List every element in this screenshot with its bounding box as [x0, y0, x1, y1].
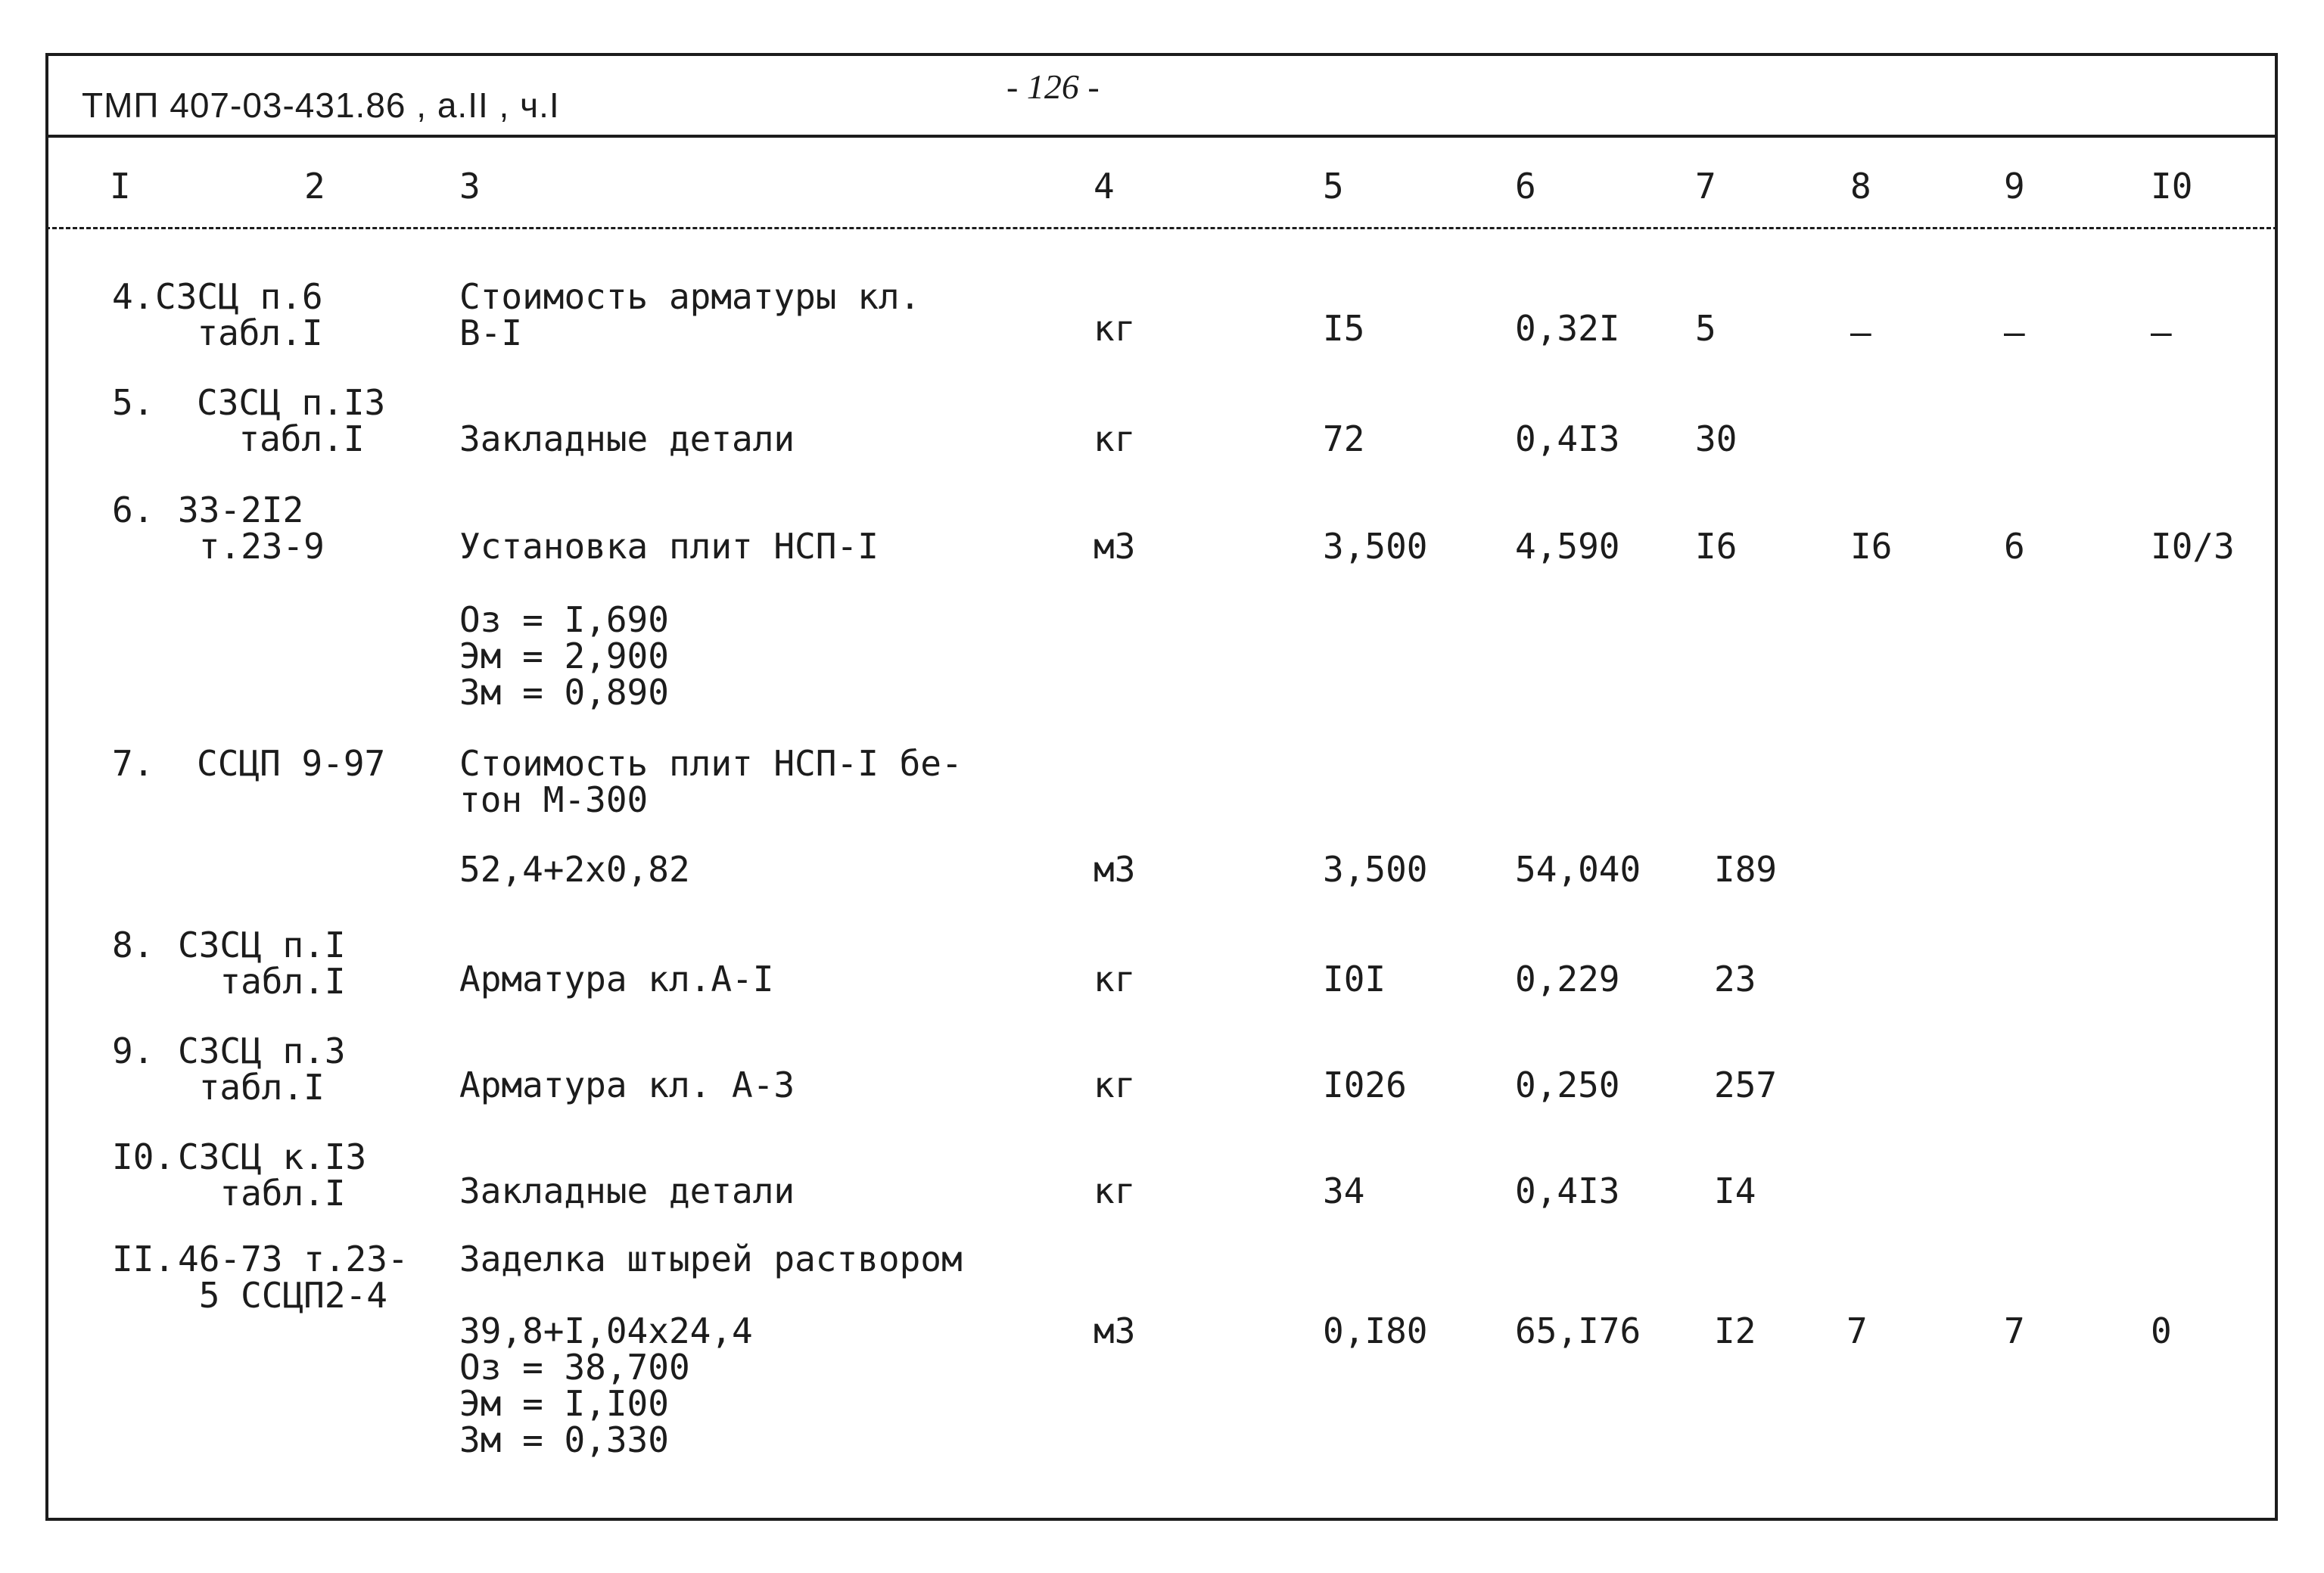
header-divider	[45, 135, 2278, 138]
row-reference: 33-2I2 т.23-9	[178, 490, 325, 567]
row-quantity: I5	[1323, 308, 1365, 349]
column-header: 6	[1515, 166, 1536, 207]
row-formula: Оз = I,690 Эм = 2,900 Зм = 0,890	[459, 599, 669, 713]
row-reference: СЗСЦ п.I3 табл.I	[197, 382, 386, 459]
row-total: 5	[1695, 308, 1716, 349]
row-unit: кг	[1094, 308, 1136, 349]
column-header: 5	[1323, 166, 1344, 207]
row-formula: 39,8+I,04х24,4 Оз = 38,700 Эм = I,I00 Зм = 0,330	[459, 1310, 753, 1460]
row-description: Заделка штырей раствором	[459, 1239, 963, 1279]
row-unit-price: 54,040	[1515, 849, 1641, 890]
row-col10: I0/3	[2151, 526, 2235, 567]
page-number: - 126 -	[1006, 67, 1100, 106]
row-total: I4	[1714, 1170, 1756, 1211]
row-description: Закладные детали	[459, 418, 795, 459]
row-reference: 46-73 т.23- 5 ССЦП2-4	[178, 1239, 409, 1316]
row-quantity: 3,500	[1323, 526, 1428, 567]
row-unit: м3	[1094, 526, 1136, 567]
row-number: I0.	[112, 1136, 176, 1177]
row-unit-price: 0,229	[1515, 959, 1620, 999]
row-unit-price: 65,I76	[1515, 1310, 1641, 1351]
row-number: 8.	[112, 925, 154, 965]
row-unit-price: 0,250	[1515, 1065, 1620, 1105]
row-description: Стоимость арматуры кл. В-I	[459, 276, 921, 353]
row-quantity: I0I	[1323, 959, 1386, 999]
row-col10: 0	[2151, 1310, 2172, 1351]
column-header: 7	[1695, 166, 1716, 207]
row-total: I2	[1714, 1310, 1756, 1351]
row-total: 23	[1714, 959, 1756, 999]
row-unit-price: 0,4I3	[1515, 1170, 1620, 1211]
column-header: 4	[1094, 166, 1115, 207]
row-description: Закладные детали	[459, 1170, 795, 1211]
column-header: 2	[304, 166, 325, 207]
row-unit: кг	[1094, 959, 1136, 999]
row-unit: кг	[1094, 418, 1136, 459]
row-quantity: 72	[1323, 418, 1365, 459]
row-quantity: 34	[1323, 1170, 1365, 1211]
row-number: 4.	[112, 276, 154, 317]
column-header: I0	[2151, 166, 2193, 207]
column-header: 8	[1850, 166, 1871, 207]
row-reference: СЗСЦ п.6 табл.I	[155, 276, 323, 353]
row-formula: 52,4+2х0,82	[459, 849, 690, 890]
row-total: 30	[1695, 418, 1738, 459]
row-col9: 7	[2004, 1310, 2025, 1351]
row-unit: м3	[1094, 1310, 1136, 1351]
row-quantity: 3,500	[1323, 849, 1428, 890]
row-quantity: I026	[1323, 1065, 1407, 1105]
row-col9: 6	[2004, 526, 2025, 567]
row-number: 5.	[112, 382, 154, 423]
row-total: I89	[1714, 849, 1778, 890]
row-col10: –	[2151, 312, 2172, 353]
row-unit: м3	[1094, 849, 1136, 890]
row-col8: –	[1850, 312, 1871, 353]
row-reference: СЗСЦ п.3 табл.I	[178, 1031, 346, 1108]
row-description: Стоимость плит НСП-I бе- тон М-300	[459, 743, 963, 820]
column-header: 9	[2004, 166, 2025, 207]
column-header: I	[110, 166, 131, 207]
row-number: 9.	[112, 1031, 154, 1071]
row-description: Арматура кл. А-3	[459, 1065, 795, 1105]
row-unit: кг	[1094, 1170, 1136, 1211]
row-unit-price: 0,32I	[1515, 308, 1620, 349]
row-col9: –	[2004, 312, 2025, 353]
row-number: 6.	[112, 490, 154, 530]
row-col8: I6	[1850, 526, 1893, 567]
row-unit: кг	[1094, 1065, 1136, 1105]
row-reference: ССЦП 9-97	[197, 743, 386, 784]
row-total: I6	[1695, 526, 1738, 567]
row-description: Арматура кл.А-I	[459, 959, 774, 999]
row-reference: СЗСЦ к.I3 табл.I	[178, 1136, 367, 1214]
row-total: 257	[1714, 1065, 1778, 1105]
row-reference: СЗСЦ п.I табл.I	[178, 925, 346, 1002]
column-header-divider	[45, 227, 2278, 229]
row-number: II.	[112, 1239, 176, 1279]
row-number: 7.	[112, 743, 154, 784]
row-unit-price: 4,590	[1515, 526, 1620, 567]
column-header: 3	[459, 166, 481, 207]
document-code: ТМП 407-03-431.86 , а.II , ч.I	[82, 85, 560, 125]
row-quantity: 0,I80	[1323, 1310, 1428, 1351]
row-unit-price: 0,4I3	[1515, 418, 1620, 459]
row-col8: 7	[1846, 1310, 1868, 1351]
row-description: Установка плит НСП-I	[459, 526, 879, 567]
